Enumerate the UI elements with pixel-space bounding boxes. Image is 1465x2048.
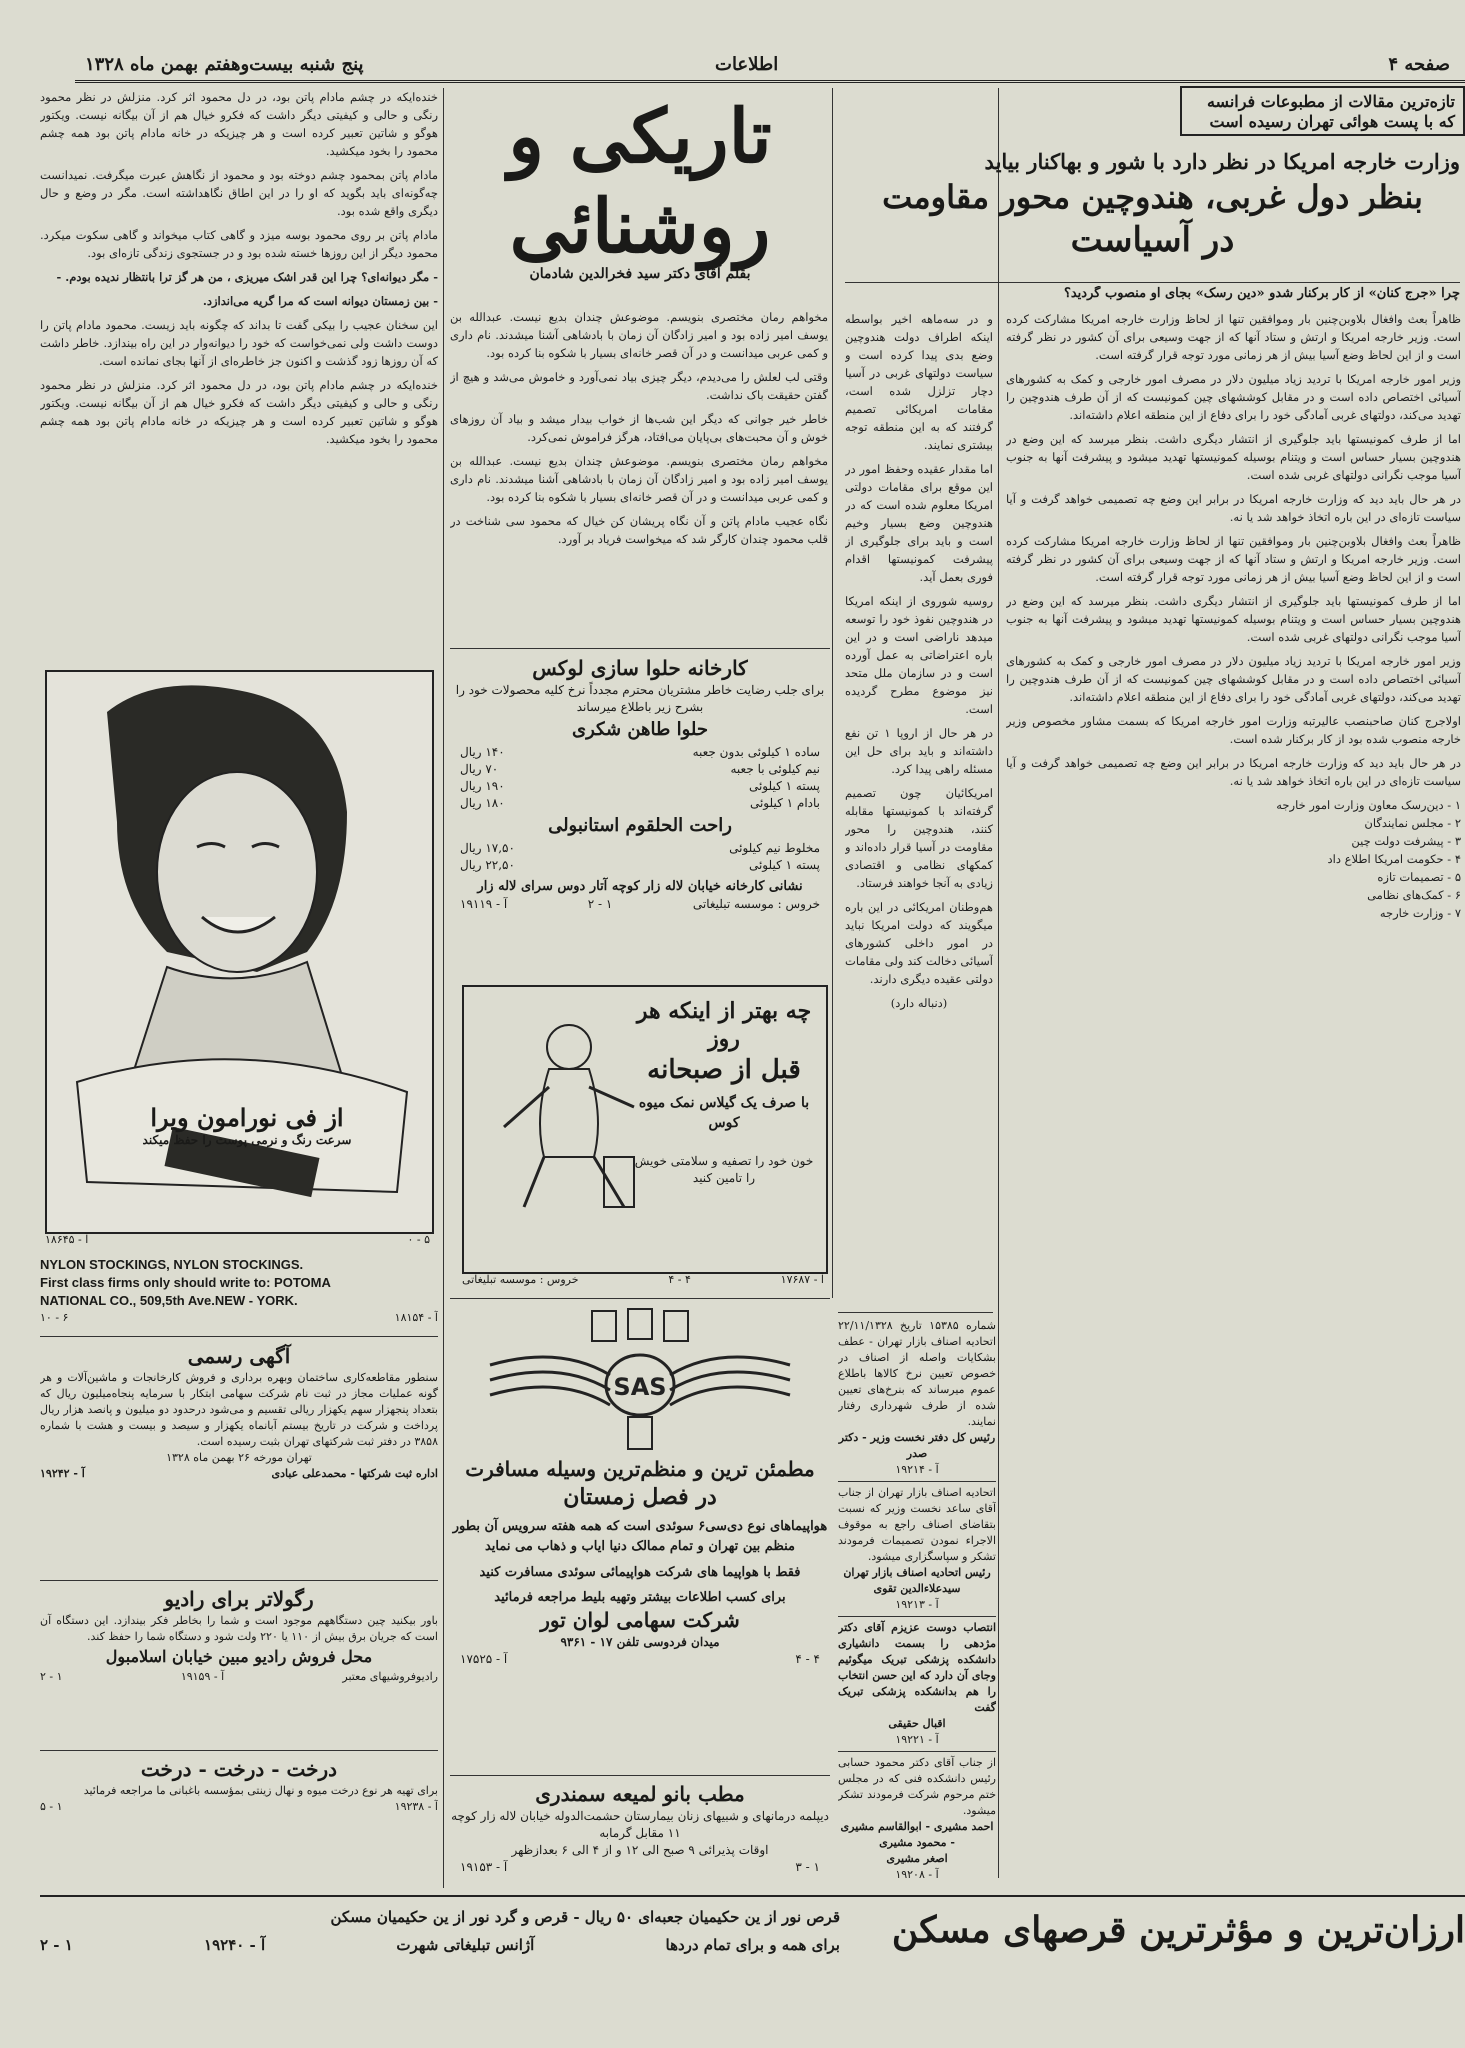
- list-item: ۲ - مجلس نمایندگان: [1364, 816, 1461, 830]
- newspaper-name: اطلاعات: [715, 54, 779, 75]
- price-row: [450, 778, 830, 795]
- notice-1: شماره ۱۵۳۸۵ تاریخ ۲۲/۱۱/۱۳۲۸ اتحادیه اصناف بازار تهران - عطف بشکایات واصله از اصناف در خصوص تعیین نرخ کالاها باطلاع عموم میرساند که بنرخ‌های تعیین شده از طرف شهرداری رفتار نمایند.: [838, 1319, 996, 1428]
- rule: [40, 1895, 1465, 1897]
- page-number: صفحه ۴: [1388, 54, 1450, 75]
- sas-body-2: فقط با هواپیما های شرکت هواپیمائی سوئدی مسافرت کنید: [479, 1565, 801, 1580]
- note-text: تازه‌ترین مقالات از مطبوعات فرانسه که با پست هوائی تهران رسیده است: [1206, 92, 1455, 131]
- rule: [450, 648, 830, 649]
- paragraph: نگاه عجیب مادام پاتن و آن نگاه پریشان کن خیال که محمود سی شناخت در قلب محمود چندان کارگر شد که میخواست فریاد بر آورد.: [450, 514, 828, 546]
- regulator-ad: [40, 1585, 438, 1745]
- notice-4-name2: اصغر مشیری: [886, 1852, 948, 1865]
- ad-code: آ - ۱۹۲۴۲: [40, 1467, 85, 1480]
- paragraph: ظاهراً بعث وافغال بلاوبن‌چنین بار وموافقین تنها از لحاظ وزارت خارجه امریکا مشارکت کرده است. وزیر خارجه امریکا و ارتش و ستاد آنها که از جهت وسیعی برای آن کشور در نظر گرفته است و از این لحاظ وضع آسیا بیش از هر زمانی مورد توجه قرار گرفته است.: [1006, 312, 1461, 362]
- page-header: [75, 50, 1465, 83]
- rule: [838, 1312, 993, 1313]
- paragraph: مادام پاتن بمحمود چشم دوخته بود و محمود از نگاهش عبرت میگرفت. نمیدانست چه‌گونه‌ای باید بگوید که او را در این اطاق نگاهداشته است. مگر در وضع و حال دیگری واقع شده بود.: [40, 168, 438, 218]
- price-item: مخلوط نیم کیلوئی: [729, 841, 820, 855]
- column-rule: [832, 88, 833, 1298]
- notice-2-code: آ - ۱۹۲۱۳: [895, 1598, 939, 1611]
- sas-body: هواپیماهای نوع دی‌سی‌۶ سوئدی است که همه هفته سرویس آن بطور منظم بین تهران و تمام ممالک دنیا ایاب و ذهاب می نماید: [452, 1519, 828, 1554]
- paragraph: اما مقدار عقیده وحفظ امور در این موقع برای مقامات دولتی امریکا معلوم شده است که در هندوچین وضع بسیار وخیم است و باید برای جلوگیری از پیشرفت کمونیستها اقدام فوری بعمل آید.: [845, 462, 993, 584]
- ad-code-row: [450, 1859, 830, 1876]
- paragraph: مادام پاتن بر روی محمود بوسه میزد و گاهی کتاب میخواند و گاهی سکوت میکرد. محمود دیگر از این روزها خسته شده بود و در جستجوی زندگی تازه‌ای بود.: [40, 228, 438, 260]
- ad-code: آ - ۱۸۱۵۴: [394, 1311, 438, 1324]
- list-item: ۳ - پیشرفت دولت چین: [1351, 834, 1461, 848]
- ad-code: آ - ۱۷۶۸۷: [780, 1273, 824, 1286]
- headline-kicker: وزارت خارجه امریکا در نظر دارد با شور و بهاکنار بیاید: [984, 149, 1460, 174]
- price-item: بادام ۱ کیلوئی: [749, 796, 820, 810]
- official-body: سنطور مقاطعه‌کاری ساختمان وبهره برداری و فروش کارخانجات و ماشین‌آلات و هر گونه عملیات مجاز در ثبت نام شرکت سهامی ابتکار با سرمایه پنجاه‌میلیون ریال که بتعداد پنجهزار سهم یکهزار ریالی تقسیم و می‌شود درحدود دو میلیون و پانصد هزار ریال پرداخت و شرکت در تاریخ بیستم آبانماه یکهزار و سیصد و بیست و هشت با شماره ۳۸۵۸ در دفتر ثبت شرکتهای تهران بثبت رسیده است.: [40, 1371, 438, 1448]
- note-box: [1180, 86, 1465, 136]
- price-value: ۲۲,۵۰ ریال: [460, 858, 515, 872]
- banner-line-2-row: [40, 1934, 840, 1956]
- notice-1-code: آ - ۱۹۲۱۴: [895, 1463, 939, 1476]
- sas-company: شرکت سهامی لوان تور: [540, 1608, 740, 1632]
- banner-headline: ارزان‌ترین و مؤثرترین قرصهای مسکن: [891, 1909, 1465, 1951]
- paragraph: وزیر امور خارجه امریکا با تردید زیاد میلیون دلار در مصرف امور خارجی و کمک به کشورهای آسیائی اختصاص داده است و در مقابل کوششهای چین کمونیست که از آن طرف هندوچین را تهدید می‌کند، دولتهای غربی آمادگی خود را برای دفاع از این منطقه اعلام داشته‌اند.: [1006, 372, 1461, 422]
- fruit-salt-body-2: خون خود را تصفیه و سلامتی خویش را تامین کنید: [634, 1154, 814, 1185]
- banner-line-2: برای همه و برای تمام دردها: [665, 1936, 840, 1954]
- nylon-line-3: NATIONAL CO., 509,5th Ave.NEW - YORK.: [40, 1293, 298, 1308]
- notice-4-code: آ - ۱۹۲۰۸: [895, 1868, 939, 1881]
- ad-code: آ - ۱۹۱۱۹: [460, 897, 508, 911]
- price-item: نیم کیلوئی با جعبه: [730, 762, 820, 776]
- trees-title: درخت - درخت - درخت: [140, 1757, 338, 1781]
- ad-code-num: ۱ - ۵: [40, 1800, 63, 1813]
- price-value: ۱۷,۵۰ ریال: [460, 841, 515, 855]
- ad-agent: خروس : موسسه تبلیغاتی: [692, 897, 820, 911]
- ad-code: آ - ۱۹۲۳۸: [394, 1800, 438, 1813]
- price-row: [450, 840, 830, 857]
- notice-3-sign: اقبال حقیقی: [888, 1717, 946, 1730]
- ad-code-row: [40, 1799, 438, 1815]
- price-row: [450, 744, 830, 761]
- official-sign: اداره ثبت شرکتها - محمدعلی عبادی: [271, 1467, 438, 1480]
- vira-tagline: سرعت رنگ و نرمی پوست را حفظ میکند: [142, 1133, 352, 1147]
- fruit-salt-body: با صرف یک گیلاس نمک میوه کوس: [638, 1095, 810, 1131]
- price-value: ۱۹۰ ریال: [460, 779, 505, 793]
- paragraph: مخواهم رمان مختصری بنویسم. موضوعش چندان بدیع نیست. عبدالله بن یوسف امیر زاده بود و امیر زادگان آن زمان با بادشاهی آشنا میشدند. نام داری و کمی عربی میدانست و در آن قصر خانه‌ای بسیار با شکوه بنا کرده بود.: [450, 454, 828, 504]
- rule: [450, 1298, 830, 1299]
- notice-1-sign: رئیس کل دفتر نخست وزیر - دکتر صدر: [838, 1431, 996, 1460]
- ad-code: آ - ۱۹۲۴۰: [204, 1936, 266, 1954]
- price-item: ساده ۱ کیلوئی بدون جعبه: [692, 745, 820, 759]
- price-row: [450, 761, 830, 778]
- ad-code-row: [462, 1272, 824, 1290]
- paragraph: امریکائیان چون تصمیم گرفته‌اند با کمونیستها مقابله کنند، هندوچین را محور مقاومت در آسیا قرار داده‌اند و کمکهای نظامی و اقتصادی زیادی به آنجا خواهند فرستاد.: [845, 786, 993, 890]
- ad-code-num: ۱ - ۲: [587, 897, 613, 911]
- vira-headline: از فی نورامون ویرا: [150, 1103, 344, 1132]
- sas-subtitle: در فصل زمستان: [563, 1484, 717, 1510]
- regulator-title: رگولاتر برای رادیو: [164, 1587, 314, 1611]
- ad-code-row: [450, 896, 830, 913]
- regulator-footer: محل فروش رادیو مبین خیابان اسلامبول: [105, 1647, 373, 1666]
- paragraph: هم‌وطنان امریکائی در این باره میگویند که دولت امریکا نباید در امور داخلی کشورهای آسیائی دخالت کند ولی مقامات دولتی عقیده دیگری دارند.: [845, 900, 993, 986]
- paragraph: مخواهم رمان مختصری بنویسم. موضوعش چندان بدیع نیست. عبدالله بن یوسف امیر زاده بود و امیر زادگان آن زمان با بادشاهی آشنا میشدند. نام داری و کمی عربی میدانست و در آن قصر خانه‌ای بسیار با شکوه بنا کرده بود.: [450, 310, 828, 360]
- halva-sub-title-2: راحت الحلقوم استانبولی: [548, 815, 732, 836]
- sas-logo-text: SAS: [613, 1373, 667, 1401]
- novel-column: [40, 88, 438, 648]
- serial-header: [450, 92, 830, 292]
- paragraph: وقتی لب لعلش را می‌دیدم، دیگر چیزی بیاد نمی‌آورد و خاموش می‌شد و هیچ از گفتن حقیقت باک نداشت.: [450, 370, 828, 402]
- paragraph: در هر حال باید دید که وزارت خارجه امریکا در برابر این وضع چه تصمیمی خواهد گرفت و آیا سیاست تازه‌ای در این باره اتخاذ خواهد شد یا نه.: [1006, 492, 1461, 524]
- notice-4: از جناب آقای دکتر محمود حسابی رئیس دانشکده فنی که در مجلس ختم مرحوم شرکت فرمودند تشکر میشود.: [838, 1756, 996, 1817]
- ad-code-num: ۴ - ۴: [795, 1652, 820, 1666]
- ad-code-num: ۱۰ - ۶: [40, 1311, 69, 1324]
- article-subhead: چرا «جرج کنان» از کار برکنار شدو «دین رسک» بجای او منصوب گردید؟: [1063, 286, 1460, 301]
- paragraph: در هر حال از اروپا ۱ تن نفع داشته‌اند و باید برای حل این مسئله راهی پیدا کرد.: [845, 726, 993, 776]
- rule: [40, 1580, 438, 1581]
- paragraph: خاطر خیر جوانی که دیگر این شب‌ها از خواب بیدار میشد و بیاد آن روزهای خوش و آن محبت‌های بی‌پایان می‌افتاد، هرگز فراموش نمی‌کرد.: [450, 412, 828, 444]
- sas-airline-ad: [450, 1305, 830, 1770]
- continued-note: (دنباله دارد): [890, 996, 948, 1010]
- headline-sub: در آسیاست: [1070, 220, 1235, 260]
- clinic-hours: اوقات پذیرائی ۹ صبح الی ۱۲ و از ۴ الی ۶ بعدازظهر: [511, 1843, 769, 1857]
- list-item: ۱ - دین‌رسک معاون وزارت امور خارجه: [1276, 798, 1461, 812]
- notice-2-sign: رئیس اتحادیه اصناف بازار تهران سیدعلاءالدین تقوی: [843, 1566, 991, 1595]
- official-notice: [40, 1342, 438, 1577]
- price-row: [450, 857, 830, 874]
- price-value: ۱۴۰ ریال: [460, 745, 505, 759]
- halva-sub-title: حلوا طاهن شکری: [572, 719, 708, 740]
- quote: - مگر دیوانه‌ای؟ چرا این قدر اشک میریزی ، من هر گز ترا بانتظار ندیده بودم. -: [56, 270, 438, 284]
- man-illustration: [474, 1007, 644, 1217]
- notice-3-code: آ - ۱۹۲۲۱: [895, 1733, 939, 1746]
- banner-agency: آژانس تبلیغاتی شهرت: [396, 1936, 535, 1954]
- serial-title: تاریکی و روشنائی: [508, 94, 772, 270]
- list-item: ۶ - کمک‌های نظامی: [1367, 888, 1461, 902]
- ad-code-num: ۱ - ۳: [795, 1860, 820, 1874]
- quote: - بین زمستان دیوانه است که مرا گریه می‌اندازد.: [202, 294, 438, 308]
- sas-title: مطمئن ترین و منظم‌ترین وسیله مسافرت: [465, 1457, 815, 1481]
- headline-main: بنظر دول غربی، هندوچین محور مقاومت: [882, 178, 1423, 216]
- trees-body: برای تهیه هر نوع درخت میوه و نهال زینتی بمؤسسه باغبانی ما مراجعه فرمائید: [83, 1784, 438, 1797]
- price-item: پسته ۱ کیلوئی: [748, 858, 820, 872]
- column-rule: [443, 88, 444, 1888]
- notice-4-names: احمد مشیری - ابوالقاسم مشیری - محمود مشیری: [840, 1820, 994, 1849]
- halva-address: نشانی کارخانه خیابان لاله زار کوچه آتار دوس سرای لاله زار: [477, 879, 803, 894]
- official-date: تهران مورخه ۲۶ بهمن ماه ۱۳۲۸: [166, 1451, 312, 1464]
- ad-code: آ - ۱۹۱۵۳: [460, 1860, 508, 1874]
- ad-code: آ - ۱۸۶۴۵: [45, 1233, 89, 1246]
- ad-code-num: ۴ - ۴: [668, 1273, 691, 1286]
- paragraph: و در سه‌ماهه اخیر بواسطه اینکه اطراف دولت هندوچین وضع بدی پیدا کرده است و سیاست دولتهای غربی در آسیا دچار تزلزل شده است، مقامات امریکائی تصمیم گرفتند که به این منطقه توجه بیشتری نمایند.: [845, 312, 993, 452]
- halva-ad: [450, 654, 830, 964]
- ad-code-num: ۱ - ۲: [40, 1670, 63, 1683]
- paragraph: خنده‌ایکه در چشم مادام پاتن بود، در دل محمود اثر کرد. منزلش در نظر محمود رنگی و حالی و کیفیتی دیگر داشت که فکرو خیال هم از آن بیگانه نیست. ویکتور هوگو و شاتین تعبیر کرده است و هر چیزیکه در خانه مادام پاتن بود همه چشم محمود را بخود میکشید.: [40, 378, 438, 446]
- paragraph: اولاجرج کنان صاحبنصب عالیرتبه وزارت امور خارجه امریکا که بسمت مشاور مخصوص وزیر خارجه منصوب شده بود از کار برکنار شده است.: [1006, 714, 1461, 746]
- paragraph: اما از طرف کمونیستها باید جلوگیری از انتشار دیگری داشت. بنظر میرسد که این وضع در هندوچین بسیار حساس است و ویتنام بوسیله کمونیستها تهدید میشود و پیشرفت آنها به جنوب آسیا موجب نگرانی دولتهای غربی شده است.: [1006, 432, 1461, 482]
- notices-list: [838, 1318, 996, 1883]
- paragraph: اما از طرف کمونیستها باید جلوگیری از انتشار دیگری داشت. بنظر میرسد که این وضع در هندوچین بسیار حساس است و ویتنام بوسیله کمونیستها تهدید میشود و پیشرفت آنها به جنوب آسیا موجب نگرانی دولتهای غربی شده است.: [1006, 594, 1461, 644]
- regulator-sub: رادیوفروشیهای معتبر: [342, 1670, 438, 1683]
- nylon-ad: [40, 1256, 438, 1332]
- rule: [40, 1336, 438, 1337]
- ad-code-row: [40, 1669, 438, 1685]
- ad-agent: خروس : موسسه تبلیغاتی: [462, 1273, 579, 1286]
- nylon-line-2: First class firms only should write to: POTOMA: [40, 1275, 331, 1290]
- ad-code-row: [450, 1651, 830, 1668]
- fruit-salt-title: چه بهتر از اینکه هر روز: [636, 998, 812, 1052]
- paragraph: این سخنان عجیب را بیکی گفت تا بداند که چگونه باید زیست. محمود مادام پاتن را دوست داشت ولی نمی‌خواست که خود را دیوانه‌وار در این راه بیندازد. خاطر داشت که آن روزها زود گذشت و اکنون جز خاطره‌ای از آنها بجای نمانده است.: [40, 318, 438, 368]
- list-item: ۴ - حکومت امریکا اطلاع داد: [1327, 852, 1461, 866]
- nylon-line-1: NYLON STOCKINGS, NYLON STOCKINGS.: [40, 1257, 304, 1272]
- official-title: آگهی رسمی: [187, 1344, 291, 1368]
- issue-date: پنج شنبه بیست‌وهفتم بهمن ماه ۱۳۲۸: [85, 54, 364, 75]
- paragraph: روسیه شوروی از اینکه امریکا در هندوچین نفوذ خود را توسعه میدهد ناراضی است و در این باره اعتراضاتی به عمل آورده است و در سازمان ملل متحد نیز موضوع مطرح گردیده است.: [845, 594, 993, 716]
- ad-code-num: ۵ - ۰: [407, 1233, 430, 1246]
- ad-code-row: [40, 1310, 438, 1326]
- halva-intro: برای جلب رضایت خاطر مشتریان محترم مجدداً نرخ کلیه محصولات خود را بشرح زیر باطلاع میرساند: [455, 683, 825, 714]
- sas-address: میدان فردوسی تلفن ۱۷ - ۹۳۶۱: [560, 1635, 720, 1649]
- ad-code: آ - ۱۷۵۲۵: [460, 1652, 508, 1666]
- clinic-ad: [450, 1780, 830, 1880]
- ad-code-num: ۱ - ۲: [40, 1936, 73, 1954]
- notice-3-title: انتصاب دوست عزیزم آقای دکتر مژدهی را بسمت دانشیاری دانشکده پزشکی تبریک میگوئیم وجای آن دارد که این حسن انتخاب را هم بدانشکده پزشکی تبریک گفت: [838, 1621, 996, 1714]
- clinic-body: دیپلمه درمانهای و شبیهای زنان بیمارستان حشمت‌الدوله خیابان لاله زار کوچه ۱۱ مقابل گرمابه: [451, 1809, 829, 1840]
- sas-logo: [480, 1305, 800, 1455]
- rule: [450, 1775, 830, 1776]
- official-sign-row: [40, 1466, 438, 1482]
- main-headline-block: [845, 148, 1460, 262]
- price-item: پسته ۱ کیلوئی: [748, 779, 820, 793]
- price-value: ۷۰ ریال: [460, 762, 499, 776]
- serial-body: [450, 308, 828, 643]
- halva-title: کارخانه حلوا سازی لوکس: [532, 656, 748, 680]
- clinic-title: مطب بانو لمیعه سمندری: [535, 1782, 745, 1806]
- article-right-column: [1006, 310, 1461, 1875]
- trees-ad: [40, 1755, 438, 1875]
- regulator-body: باور بیکنید چین دستگاههم موجود است و شما را بخاطر فکر بیندازد. این دستگاه آن است که جریان برق بیش از ۱۱۰ یا ۲۲۰ ولت شود و دستگاه شما را حفظ کند.: [40, 1614, 438, 1643]
- paragraph: ظاهراً بعث وافغال بلاوبن‌چنین بار وموافقین تنها از لحاظ وزارت خارجه امریکا مشارکت کرده است. وزیر خارجه امریکا و ارتش و ستاد آنها که از جهت وسیعی برای آن کشور در نظر گرفته است و از این لحاظ وضع آسیا بیش از هر زمانی مورد توجه قرار گرفته است.: [1006, 534, 1461, 584]
- sas-contact: برای کسب اطلاعات بیشتر وتهیه بلیط مراجعه فرمائید: [494, 1590, 786, 1605]
- list-item: ۷ - وزارت خارجه: [1379, 906, 1461, 920]
- rule: [40, 1750, 438, 1751]
- notice-2: اتحادیه اصناف بازار تهران از جناب آقای ساعد نخست وزیر که نسبت بتقاضای اصناف راجع به موقوف الاجراء نمودن تصمیمات فرمودند تشکر و سپاسگزاری میشود.: [838, 1486, 996, 1563]
- article-second-column: [845, 310, 993, 1310]
- paragraph: وزیر امور خارجه امریکا با تردید زیاد میلیون دلار در مصرف امور خارجی و کمک به کشورهای آسیائی اختصاص داده است و در مقابل کوششهای چین کمونیست که از آن طرف هندوچین را تهدید می‌کند، دولتهای غربی آمادگی خود را برای دفاع از این منطقه اعلام داشته‌اند.: [1006, 654, 1461, 704]
- column-rule: [998, 88, 999, 1878]
- banner-line-1: قرص نور از ین حکیمیان جعبه‌ای ۵۰ ریال - قرص و گرد نور از ین حکیمیان مسکن: [330, 1908, 840, 1926]
- fruit-salt-ad: [462, 985, 828, 1274]
- rule: [845, 282, 1460, 283]
- price-row: [450, 795, 830, 812]
- vira-ad: [45, 670, 434, 1234]
- ad-code: آ - ۱۹۱۵۹: [180, 1670, 225, 1683]
- paragraph: خنده‌ایکه در چشم مادام پاتن بود، در دل محمود اثر کرد. منزلش در نظر محمود رنگی و حالی و کیفیتی دیگر داشت که فکرو خیال هم از آن بیگانه نیست. ویکتور هوگو و شاتین تعبیر کرده است و هر چیزیکه در خانه مادام پاتن بود همه چشم محمود را بخود میکشید.: [40, 90, 438, 158]
- ad-code-row: [45, 1232, 430, 1250]
- bottom-banner: [40, 1900, 1465, 2000]
- list-item: ۵ - تصمیمات تازه: [1377, 870, 1461, 884]
- paragraph: در هر حال باید دید که وزارت خارجه امریکا در برابر این وضع چه تصمیمی خواهد گرفت و آیا سیاست تازه‌ای در این باره اتخاذ خواهد شد یا نه.: [1006, 756, 1461, 788]
- serial-author: بقلم آقای دکتر سید فخرالدین شادمان: [529, 266, 751, 282]
- price-value: ۱۸۰ ریال: [460, 796, 505, 810]
- fruit-salt-title-2: قبل از صبحانه: [647, 1055, 801, 1085]
